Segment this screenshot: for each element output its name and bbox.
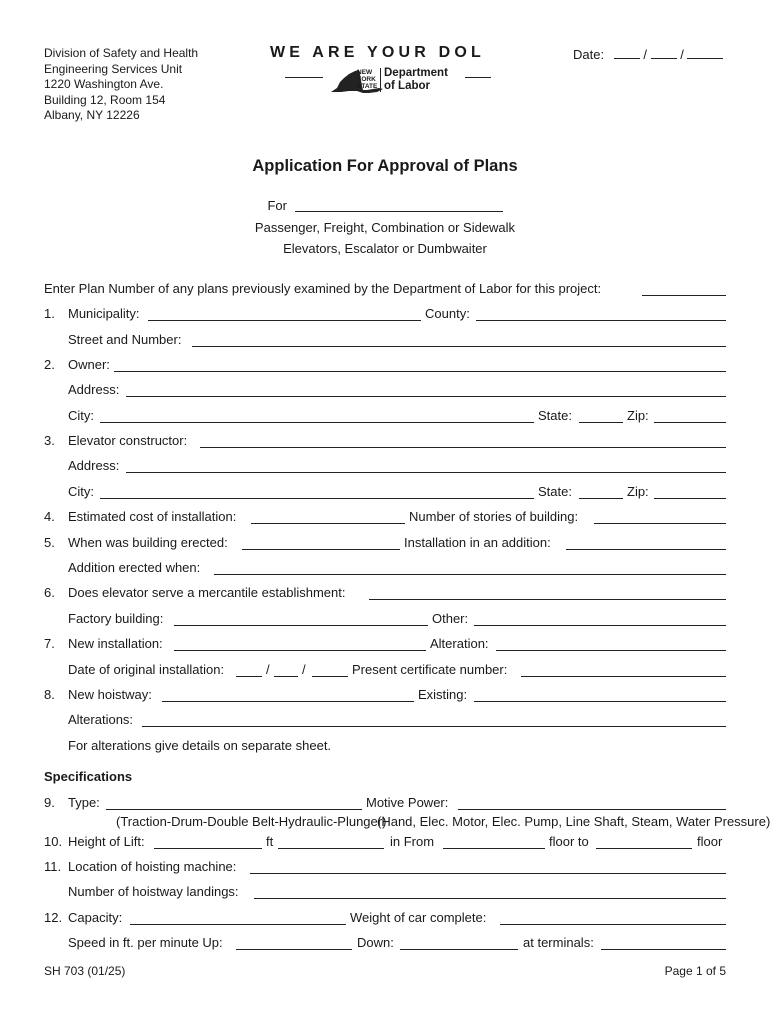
owner-blank[interactable] [114,371,726,372]
for-blank[interactable] [295,199,503,212]
in-addition-blank[interactable] [566,549,726,550]
subtitle-line1: Passenger, Freight, Combination or Sidewalk [254,220,516,235]
address-line: Building 12, Room 154 [44,92,166,107]
mercantile-blank[interactable] [369,599,726,600]
row-new-installation[interactable] [44,636,726,654]
item-number: 8. [44,687,55,702]
owner-city-blank[interactable] [100,422,534,423]
terminals-blank[interactable] [601,949,726,950]
for-label: For [267,198,287,213]
row-speed[interactable] [44,935,726,953]
constructor-blank[interactable] [200,447,726,448]
cost-label: Estimated cost of installation: [68,509,237,524]
address-line: Albany, NY 12226 [44,108,140,122]
erected-label: When was building erected: [68,535,228,550]
row-type-hints [44,814,770,832]
address-line: Division of Safety and Health [44,46,199,60]
specifications-section [44,769,726,787]
down-blank[interactable] [400,949,518,950]
item-number: 9. [44,795,55,810]
cost-blank[interactable] [251,523,405,524]
row-owner-city[interactable] [44,408,726,426]
row-constructor-address[interactable] [44,458,726,476]
state-label: State: [538,408,572,423]
address-line: 1220 Washington Ave. [44,77,164,91]
existing-blank[interactable] [474,701,726,702]
row-constructor[interactable] [44,433,726,451]
alterations-blank[interactable] [142,726,726,727]
state-label: State: [538,484,572,499]
new-installation-blank[interactable] [174,650,426,651]
item-number: 6. [44,585,55,600]
new-hoistway-label: New hoistway: [68,687,152,702]
row-new-hoistway[interactable] [44,687,726,705]
row-factory[interactable] [44,611,726,629]
item-number: 5. [44,535,55,550]
type-label: Type: [68,795,100,810]
item-number: 7. [44,636,55,651]
in-from-label: in From [390,834,435,849]
plan-number-blank[interactable] [642,295,726,296]
date-slash: / [302,662,306,677]
motive-power-hint: (Hand, Elec. Motor, Elec. Pump, Line Shaft, Steam, Water Pressure) [377,814,770,829]
municipality-blank[interactable] [148,320,421,321]
speed-up-label: Speed in ft. per minute Up: [68,935,223,950]
addition-erected-blank[interactable] [214,574,726,575]
date-slash: / [266,662,270,677]
other-label: Other: [432,611,469,626]
date-year-blank[interactable] [687,58,723,59]
logo-dept-line1: Department [384,67,448,79]
row-mercantile[interactable] [44,585,726,603]
down-label: Down: [357,935,394,950]
owner-label: Owner: [68,357,110,372]
other-blank[interactable] [474,625,726,626]
factory-blank[interactable] [174,625,428,626]
row-street[interactable] [44,332,726,350]
city-label: City: [68,484,94,499]
constructor-label: Elevator constructor: [68,433,188,448]
type-hint: (Traction-Drum-Double Belt-Hydraulic-Plunger) [116,814,387,829]
logo-department [384,67,448,92]
landings-label: Number of hoistway landings: [68,884,239,899]
row-cost[interactable] [44,509,726,527]
from-floor-blank[interactable] [443,848,545,849]
existing-label: Existing: [418,687,468,702]
row-addition-erected[interactable] [44,560,726,578]
logo-state-text: NEW YORK STATE [357,69,378,90]
location-label: Location of hoisting machine: [68,859,237,874]
plan-number-label: Enter Plan Number of any plans previously examined by the Department of Labor for this project: [44,281,602,296]
speed-up-blank[interactable] [236,949,352,950]
row-owner[interactable] [44,357,726,375]
alterations-label: Alterations: [68,712,134,727]
height-in-blank[interactable] [278,848,384,849]
original-day-blank[interactable] [274,676,298,677]
new-hoistway-blank[interactable] [162,701,414,702]
zip-label: Zip: [627,484,649,499]
to-floor-blank[interactable] [596,848,692,849]
row-municipality[interactable] [44,306,726,324]
original-month-blank[interactable] [236,676,262,677]
date-month-blank[interactable] [614,58,640,59]
street-blank[interactable] [192,346,726,347]
constructor-city-blank[interactable] [100,498,534,499]
owner-address-blank[interactable] [126,396,726,397]
logo-rule-right [465,77,491,78]
item-number: 2. [44,357,55,372]
constructor-state-blank[interactable] [579,498,623,499]
row-landings[interactable] [44,884,726,902]
city-label: City: [68,408,94,423]
logo-dept-line2: of Labor [384,79,430,92]
new-installation-label: New installation: [68,636,163,651]
address-line: Engineering Services Unit [44,61,183,76]
motive-power-blank[interactable] [458,809,726,810]
row-location[interactable] [44,859,726,877]
item-number: 12. [44,910,63,925]
for-line[interactable] [0,198,770,213]
stories-label: Number of stories of building: [409,509,579,524]
municipality-label: Municipality: [68,306,140,321]
county-blank[interactable] [476,320,726,321]
agency-address [44,46,198,124]
date-field[interactable]: Date: / / [573,47,723,62]
weight-label: Weight of car complete: [350,910,487,925]
item-number: 11. [44,859,62,874]
alteration-blank[interactable] [496,650,726,651]
nys-dol-logo [285,66,495,96]
landings-blank[interactable] [254,898,726,899]
type-blank[interactable] [106,809,362,810]
subtitle-line2: Elevators, Escalator or Dumbwaiter [283,241,487,256]
present-cert-blank[interactable] [521,676,726,677]
logo-divider [380,68,381,92]
brand-slogan: WE ARE YOUR DOL [270,44,486,61]
constructor-zip-blank[interactable] [654,498,726,499]
row-alterations[interactable] [44,712,726,730]
plan-number-row[interactable] [44,281,726,299]
page-number: Page 1 of 5 [664,964,726,978]
owner-zip-blank[interactable] [654,422,726,423]
date-label: Date: [573,47,605,62]
address-label: Address: [68,458,120,473]
erected-blank[interactable] [242,549,400,550]
form-id: SH 703 (01/25) [44,964,126,978]
zip-label: Zip: [627,408,649,423]
weight-blank[interactable] [500,924,726,925]
row-height[interactable] [44,834,726,852]
address-label: Address: [68,382,120,397]
height-ft-blank[interactable] [154,848,262,849]
alterations-note: For alterations give details on separate sheet. [68,738,332,753]
date-day-blank[interactable] [651,58,677,59]
row-capacity[interactable] [44,910,726,928]
ft-label: ft [266,834,274,849]
item-number: 10. [44,834,63,849]
floor-label: floor [697,834,723,849]
row-type[interactable] [44,795,726,813]
item-number: 3. [44,433,55,448]
row-alter-note [44,738,726,756]
capacity-label: Capacity: [68,910,123,925]
original-date-label: Date of original installation: [68,662,225,677]
terminals-label: at terminals: [523,935,594,950]
in-addition-label: Installation in an addition: [404,535,551,550]
row-constructor-city[interactable] [44,484,726,502]
row-erected[interactable] [44,535,726,553]
factory-label: Factory building: [68,611,164,626]
row-owner-address[interactable] [44,382,726,400]
alteration-label: Alteration: [430,636,489,651]
capacity-blank[interactable] [130,924,346,925]
specifications-heading: Specifications [44,769,133,784]
floor-to-label: floor to [549,834,589,849]
street-label: Street and Number: [68,332,182,347]
logo-rule-left [285,77,323,78]
item-number: 4. [44,509,55,524]
row-original-date[interactable] [44,662,726,680]
item-number: 1. [44,306,55,321]
location-blank[interactable] [250,873,726,874]
height-label: Height of Lift: [68,834,145,849]
present-cert-label: Present certificate number: [352,662,508,677]
county-label: County: [425,306,470,321]
mercantile-label: Does elevator serve a mercantile establishment: [68,585,346,600]
original-year-blank[interactable] [312,676,348,677]
form-title: Application For Approval of Plans [252,157,518,175]
owner-state-blank[interactable] [579,422,623,423]
stories-blank[interactable] [594,523,726,524]
motive-power-label: Motive Power: [366,795,449,810]
constructor-address-blank[interactable] [126,472,726,473]
addition-erected-label: Addition erected when: [68,560,201,575]
